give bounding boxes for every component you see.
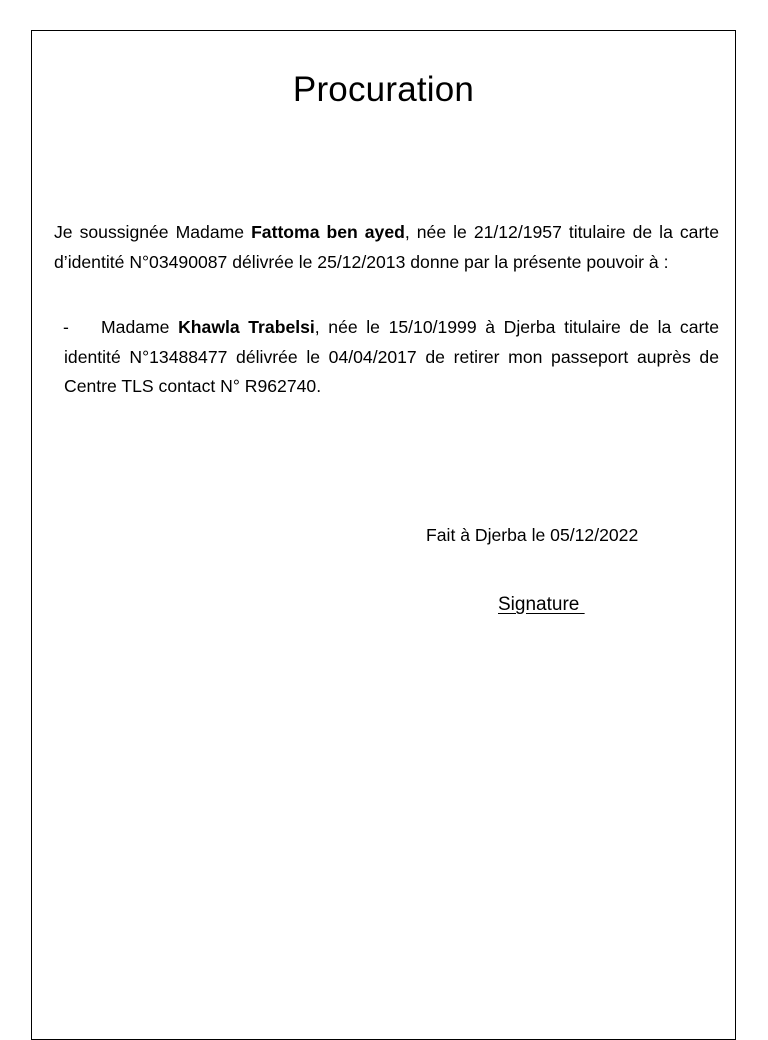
intro-suffix: , née le 21/12/1957 titulaire de la carte d’identité N°03490087 délivrée le 25/12/2013 donne par la présente pouvoir à : bbox=[54, 222, 719, 272]
item-suffix: , née le 15/10/1999 à Djerba titulaire de la carte identité N°13488477 délivrée le 04/04/2017 de retirer mon passeport auprès de Centre TLS contact N° R962740. bbox=[64, 317, 720, 396]
principal-name: Fattoma ben ayed bbox=[251, 222, 405, 242]
list-item bbox=[64, 313, 719, 402]
place-date-line: Fait à Djerba le 05/12/2022 bbox=[426, 525, 639, 545]
proxy-list bbox=[64, 313, 719, 402]
list-bullet: - bbox=[63, 317, 69, 337]
document-title: Procuration bbox=[292, 70, 475, 109]
item-prefix: Madame bbox=[101, 317, 179, 337]
signature-label: Signature bbox=[498, 594, 585, 615]
proxy-name: Khawla Trabelsi bbox=[178, 317, 315, 337]
document-page bbox=[31, 30, 736, 1040]
intro-prefix: Je soussignée Madame bbox=[54, 222, 252, 242]
intro-paragraph bbox=[54, 218, 719, 277]
